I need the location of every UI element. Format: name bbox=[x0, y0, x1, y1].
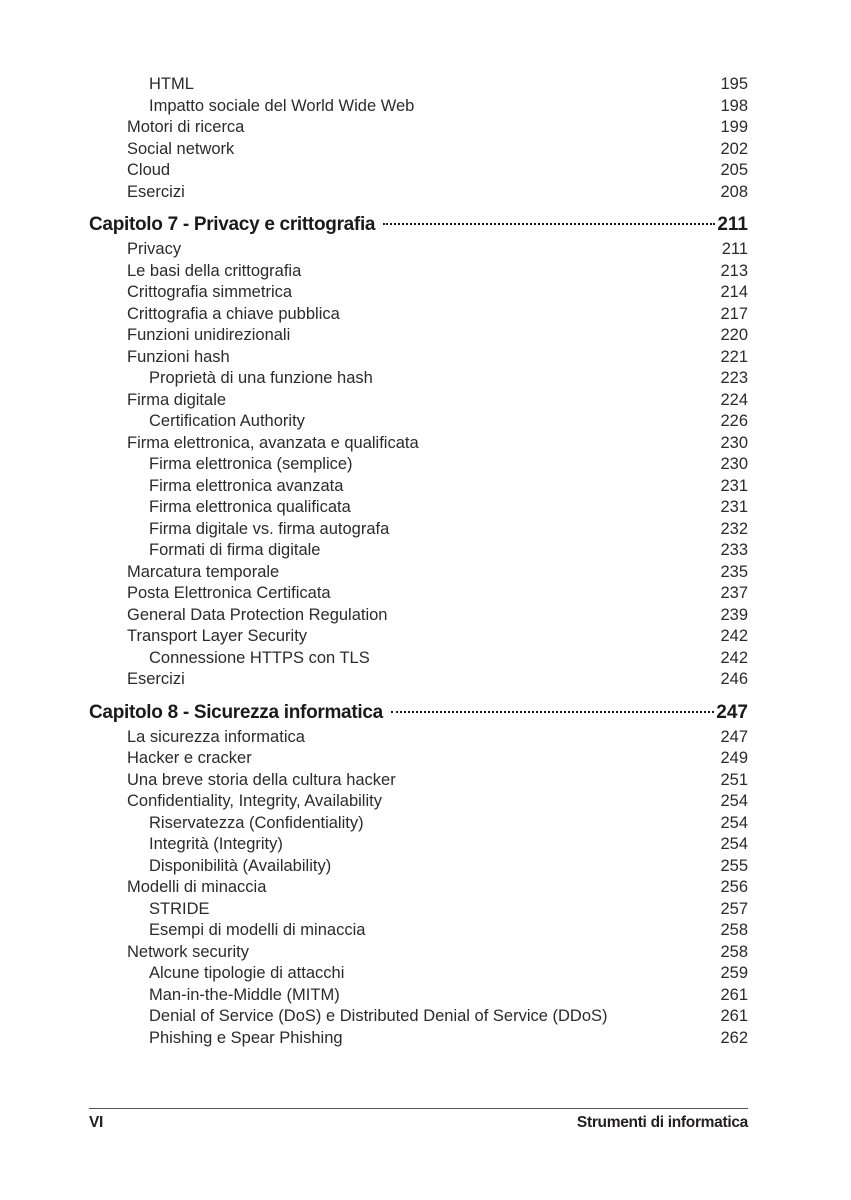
entry-title: La sicurezza informatica bbox=[127, 727, 305, 746]
entry-title: Funzioni unidirezionali bbox=[127, 326, 291, 344]
entry-title: Phishing e Spear Phishing bbox=[149, 1028, 343, 1047]
toc-section-entry[interactable] bbox=[89, 325, 748, 347]
toc-section-entry[interactable] bbox=[89, 626, 748, 648]
dot-leader bbox=[383, 223, 715, 225]
toc-section-entry[interactable] bbox=[89, 770, 748, 792]
entry-page-number: 199 bbox=[720, 118, 748, 136]
toc-subsection-entry[interactable] bbox=[89, 1006, 748, 1028]
toc-chapter-heading[interactable] bbox=[89, 212, 748, 238]
toc-section-entry[interactable] bbox=[89, 748, 748, 770]
entry-page-number: 251 bbox=[720, 770, 748, 789]
entry-page-number: 262 bbox=[720, 1028, 748, 1047]
entry-page-number: 211 bbox=[721, 240, 748, 258]
page-footer bbox=[89, 1114, 748, 1132]
entry-page-number: 242 bbox=[720, 627, 748, 645]
toc-subsection-entry[interactable] bbox=[89, 411, 748, 433]
entry-title: Social network bbox=[127, 139, 235, 158]
entry-title: Esercizi bbox=[127, 670, 185, 688]
entry-title: Esempi di modelli di minaccia bbox=[149, 921, 366, 939]
toc-section-entry[interactable] bbox=[89, 727, 748, 749]
entry-title: Posta Elettronica Certificata bbox=[127, 584, 331, 602]
toc-section-entry[interactable] bbox=[89, 282, 748, 304]
entry-title: Connessione HTTPS con TLS bbox=[149, 648, 370, 667]
entry-title: STRIDE bbox=[149, 899, 210, 918]
toc-section-entry[interactable] bbox=[89, 877, 748, 899]
entry-title: Impatto sociale del World Wide Web bbox=[149, 96, 415, 115]
entry-page-number: 258 bbox=[720, 921, 748, 939]
entry-page-number: 258 bbox=[720, 942, 748, 961]
entry-page-number: 259 bbox=[720, 964, 748, 982]
toc-section-entry[interactable] bbox=[89, 942, 748, 964]
toc-section-entry[interactable] bbox=[89, 261, 748, 283]
toc-section-entry[interactable] bbox=[89, 390, 748, 412]
entry-page-number: 235 bbox=[720, 562, 748, 581]
entry-title: Proprietà di una funzione hash bbox=[149, 369, 373, 387]
entry-page-number: 242 bbox=[720, 648, 748, 667]
entry-page-number: 205 bbox=[720, 161, 748, 179]
entry-page-number: 221 bbox=[720, 347, 748, 366]
toc-subsection-entry[interactable] bbox=[89, 476, 748, 498]
entry-page-number: 231 bbox=[720, 476, 748, 495]
toc-subsection-entry[interactable] bbox=[89, 519, 748, 541]
entry-title: Motori di ricerca bbox=[127, 118, 245, 136]
entry-title: Firma elettronica avanzata bbox=[149, 476, 344, 495]
toc-subsection-entry[interactable] bbox=[89, 497, 748, 519]
dot-leader bbox=[391, 711, 714, 713]
entry-title: Network security bbox=[127, 942, 249, 961]
toc-section-entry[interactable] bbox=[89, 562, 748, 584]
entry-page-number: 226 bbox=[720, 412, 748, 430]
entry-page-number: 214 bbox=[720, 283, 748, 301]
table-of-contents bbox=[89, 74, 748, 1049]
toc-section-entry[interactable] bbox=[89, 160, 748, 182]
entry-page-number: 255 bbox=[720, 856, 748, 875]
toc-subsection-entry[interactable] bbox=[89, 540, 748, 562]
entry-title: Privacy bbox=[127, 240, 182, 258]
entry-title: Cloud bbox=[127, 161, 171, 179]
entry-page-number: 261 bbox=[720, 985, 748, 1004]
entry-title: Esercizi bbox=[127, 182, 185, 201]
entry-page-number: 232 bbox=[720, 519, 748, 538]
entry-page-number: 256 bbox=[720, 878, 748, 896]
entry-title: Certification Authority bbox=[149, 412, 305, 430]
entry-page-number: 230 bbox=[720, 433, 748, 452]
entry-title: Le basi della crittografia bbox=[127, 261, 302, 280]
toc-subsection-entry[interactable] bbox=[89, 96, 748, 118]
toc-subsection-entry[interactable] bbox=[89, 1028, 748, 1050]
entry-title: Man-in-the-Middle (MITM) bbox=[149, 985, 340, 1004]
entry-page-number: 220 bbox=[720, 326, 748, 344]
entry-page-number: 198 bbox=[720, 96, 748, 115]
footer-divider bbox=[89, 1108, 748, 1109]
entry-page-number: 254 bbox=[720, 835, 748, 853]
toc-subsection-entry[interactable] bbox=[89, 856, 748, 878]
entry-page-number: 223 bbox=[720, 369, 748, 387]
entry-page-number: 217 bbox=[720, 304, 748, 323]
toc-section-entry[interactable] bbox=[89, 117, 748, 139]
entry-title: Firma digitale vs. firma autografa bbox=[149, 519, 390, 538]
entry-page-number: 261 bbox=[720, 1007, 748, 1025]
entry-title: Marcatura temporale bbox=[127, 562, 280, 581]
entry-title: Denial of Service (DoS) e Distributed Denial of Service (DDoS) bbox=[149, 1007, 608, 1025]
toc-chapter-heading[interactable] bbox=[89, 700, 748, 726]
entry-title: HTML bbox=[149, 75, 194, 93]
entry-title: Hacker e cracker bbox=[127, 749, 252, 767]
toc-section-entry[interactable] bbox=[89, 139, 748, 161]
entry-title: Firma elettronica qualificata bbox=[149, 498, 351, 516]
entry-page-number: 254 bbox=[720, 792, 748, 810]
entry-title: Firma digitale bbox=[127, 390, 227, 409]
toc-subsection-entry[interactable] bbox=[89, 985, 748, 1007]
toc-section-entry[interactable] bbox=[89, 605, 748, 627]
entry-page-number: 208 bbox=[720, 182, 748, 201]
entry-title: General Data Protection Regulation bbox=[127, 605, 388, 624]
toc-section-entry[interactable] bbox=[89, 347, 748, 369]
entry-page-number: 249 bbox=[720, 749, 748, 767]
toc-subsection-entry[interactable] bbox=[89, 454, 748, 476]
entry-title: Confidentiality, Integrity, Availability bbox=[127, 792, 382, 810]
toc-subsection-entry[interactable] bbox=[89, 813, 748, 835]
entry-title: Una breve storia della cultura hacker bbox=[127, 770, 396, 789]
entry-title: Funzioni hash bbox=[127, 347, 230, 366]
toc-section-entry[interactable] bbox=[89, 239, 748, 261]
toc-subsection-entry[interactable] bbox=[89, 648, 748, 670]
entry-page-number: 254 bbox=[720, 813, 748, 832]
entry-title: Alcune tipologie di attacchi bbox=[149, 964, 345, 982]
toc-section-entry[interactable] bbox=[89, 791, 748, 813]
entry-title: Crittografia a chiave pubblica bbox=[127, 304, 340, 323]
entry-title: Riservatezza (Confidentiality) bbox=[149, 813, 364, 832]
toc-section-entry[interactable] bbox=[89, 669, 748, 691]
entry-title: Formati di firma digitale bbox=[149, 541, 321, 559]
toc-subsection-entry[interactable] bbox=[89, 920, 748, 942]
toc-section-entry[interactable] bbox=[89, 433, 748, 455]
entry-title: Crittografia simmetrica bbox=[127, 283, 293, 301]
entry-page-number: 224 bbox=[720, 390, 748, 409]
toc-subsection-entry[interactable] bbox=[89, 899, 748, 921]
toc-section-entry[interactable] bbox=[89, 583, 748, 605]
chapter-title: Capitolo 7 - Privacy e crittografia bbox=[89, 214, 376, 235]
entry-page-number: 246 bbox=[720, 670, 748, 688]
entry-page-number: 213 bbox=[720, 261, 748, 280]
footer-page-number: VI bbox=[89, 1114, 104, 1131]
entry-title: Transport Layer Security bbox=[127, 627, 308, 645]
toc-subsection-entry[interactable] bbox=[89, 963, 748, 985]
entry-page-number: 237 bbox=[720, 584, 748, 602]
entry-title: Firma elettronica, avanzata e qualificata bbox=[127, 433, 419, 452]
entry-page-number: 202 bbox=[720, 139, 748, 158]
entry-page-number: 195 bbox=[720, 75, 748, 93]
entry-page-number: 233 bbox=[720, 541, 748, 559]
entry-page-number: 239 bbox=[720, 605, 748, 624]
entry-page-number: 231 bbox=[720, 498, 748, 516]
toc-subsection-entry[interactable] bbox=[89, 74, 748, 96]
toc-section-entry[interactable] bbox=[89, 182, 748, 204]
entry-page-number: 257 bbox=[720, 899, 748, 918]
entry-title: Modelli di minaccia bbox=[127, 878, 267, 896]
entry-page-number: 230 bbox=[720, 455, 748, 473]
entry-title: Firma elettronica (semplice) bbox=[149, 455, 353, 473]
entry-page-number: 247 bbox=[720, 727, 748, 746]
chapter-title: Capitolo 8 - Sicurezza informatica bbox=[89, 701, 383, 723]
toc-subsection-entry[interactable] bbox=[89, 368, 748, 390]
toc-subsection-entry[interactable] bbox=[89, 834, 748, 856]
entry-title: Integrità (Integrity) bbox=[149, 835, 283, 853]
chapter-page-number: 211 bbox=[717, 214, 748, 235]
entry-title: Disponibilità (Availability) bbox=[149, 856, 332, 875]
footer-book-title: Strumenti di informatica bbox=[576, 1114, 748, 1131]
toc-section-entry[interactable] bbox=[89, 304, 748, 326]
chapter-page-number: 247 bbox=[716, 701, 748, 723]
